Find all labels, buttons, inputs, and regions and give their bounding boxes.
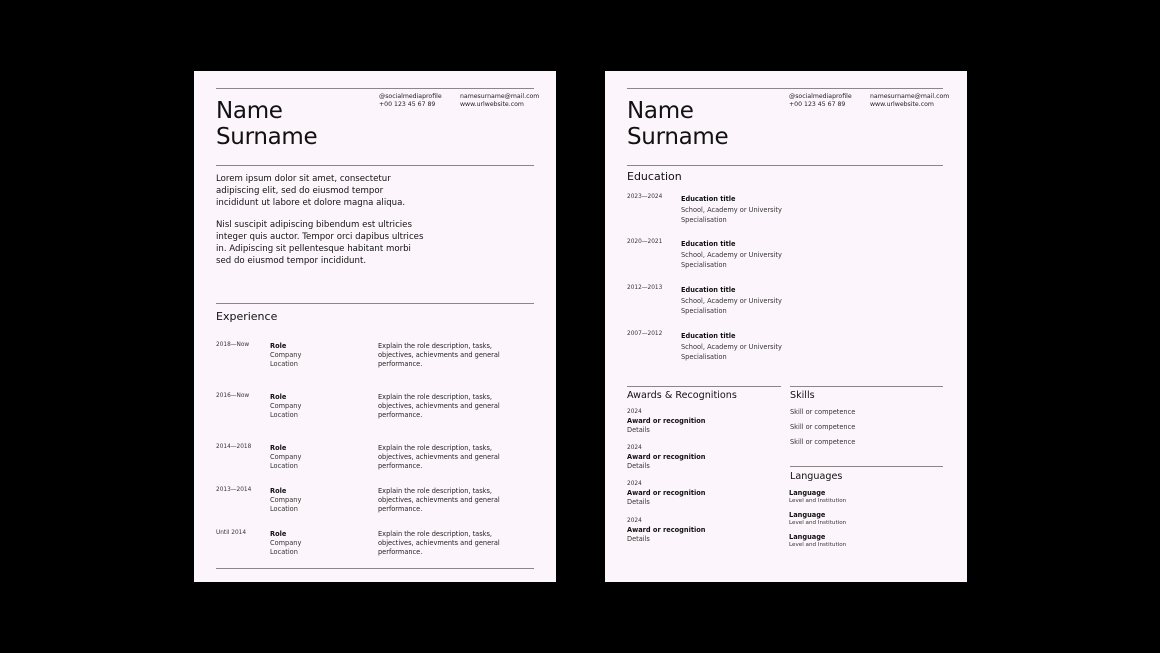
language-level: Level and Institution <box>789 520 847 526</box>
summary-paragraph: Nisl suscipit adipiscing bibendum est ultricies integer quis auctor. Tempor orci dapibus ultrices in. Adipiscing sit pellentesque habitant morbi sed do eiusmod tempor incididunt. <box>216 220 424 266</box>
education-title: Education <box>627 170 682 183</box>
email-address: namesurname@mail.com <box>460 93 540 100</box>
language-name: Language <box>789 533 826 541</box>
company: Company <box>270 539 302 547</box>
award-title: Award or recognition <box>627 417 706 425</box>
school: School, Academy or University <box>681 296 782 305</box>
language-item <box>789 489 846 505</box>
social-handle: @socialmediaprofile <box>789 93 852 100</box>
school: School, Academy or University <box>681 342 782 351</box>
top-rule <box>216 88 534 89</box>
resume-page-1 <box>194 71 556 582</box>
skills-title: Skills <box>790 390 815 401</box>
education-title-text: Education title <box>681 195 736 203</box>
education-details <box>681 285 782 317</box>
school: School, Academy or University <box>681 250 782 259</box>
education-details <box>681 331 782 363</box>
specialisation: Specialisation <box>681 261 727 269</box>
top-rule <box>627 88 943 89</box>
award-item <box>627 408 705 435</box>
experience-role-block <box>270 530 301 557</box>
role: Role <box>270 444 287 452</box>
contact-web <box>460 93 539 109</box>
location: Location <box>270 505 298 513</box>
experience-role-block <box>270 444 301 471</box>
languages-title: Languages <box>790 471 843 482</box>
education-title-text: Education title <box>681 286 736 294</box>
experience-description: Explain the role description, tasks, objectives, achievments and general performance. <box>378 393 500 419</box>
award-title: Award or recognition <box>627 489 706 497</box>
award-title: Award or recognition <box>627 526 706 534</box>
education-title-text: Education title <box>681 332 736 340</box>
first-name: Name <box>627 98 694 124</box>
surname: Surname <box>216 124 318 150</box>
location: Location <box>270 411 298 419</box>
language-item <box>789 533 846 549</box>
award-item <box>627 444 705 471</box>
role: Role <box>270 530 287 538</box>
header-rule <box>216 165 534 166</box>
location: Location <box>270 548 298 556</box>
experience-description: Explain the role description, tasks, objectives, achievments and general performance. <box>378 530 500 556</box>
experience-period: 2013—2014 <box>216 487 252 493</box>
education-period: 2007—2012 <box>627 331 663 337</box>
specialisation: Specialisation <box>681 307 727 315</box>
award-year: 2024 <box>627 445 642 451</box>
education-period: 2020—2021 <box>627 239 663 245</box>
languages-rule <box>790 466 943 467</box>
full-name <box>216 98 317 150</box>
experience-role-block <box>270 487 301 514</box>
contact-social <box>379 93 442 109</box>
education-details <box>681 239 782 271</box>
awards-title: Awards & Recognitions <box>627 390 737 401</box>
experience-period: 2018—Now <box>216 342 250 348</box>
language-item <box>789 511 846 527</box>
skill-item: Skill or competence <box>790 408 856 416</box>
resume-page-2 <box>605 71 967 582</box>
specialisation: Specialisation <box>681 216 727 224</box>
experience-title: Experience <box>216 310 278 323</box>
email-address: namesurname@mail.com <box>870 93 950 100</box>
experience-description: Explain the role description, tasks, objectives, achievments and general performance. <box>378 342 500 368</box>
school: School, Academy or University <box>681 205 782 214</box>
section-rule <box>216 303 534 304</box>
skills-rule <box>790 386 943 387</box>
experience-period: Until 2014 <box>216 530 247 536</box>
surname: Surname <box>627 124 729 150</box>
company: Company <box>270 402 302 410</box>
language-name: Language <box>789 489 826 497</box>
company: Company <box>270 496 302 504</box>
bottom-rule <box>216 568 534 569</box>
experience-period: 2014—2018 <box>216 444 252 450</box>
award-year: 2024 <box>627 518 642 524</box>
award-details: Details <box>627 462 650 470</box>
company: Company <box>270 453 302 461</box>
role: Role <box>270 487 287 495</box>
award-year: 2024 <box>627 409 642 415</box>
first-name: Name <box>216 98 283 124</box>
language-level: Level and Institution <box>789 498 847 504</box>
language-level: Level and Institution <box>789 542 847 548</box>
role: Role <box>270 393 287 401</box>
education-details <box>681 194 782 226</box>
experience-description: Explain the role description, tasks, objectives, achievments and general performance. <box>378 487 500 513</box>
specialisation: Specialisation <box>681 353 727 361</box>
contact-web <box>870 93 949 109</box>
website-url: www.urlwebsite.com <box>870 101 934 108</box>
skill-item: Skill or competence <box>790 438 856 446</box>
experience-period: 2016—Now <box>216 393 250 399</box>
contact-social <box>789 93 852 109</box>
education-period: 2012—2013 <box>627 285 663 291</box>
award-details: Details <box>627 426 650 434</box>
experience-role-block <box>270 393 301 420</box>
location: Location <box>270 360 298 368</box>
language-name: Language <box>789 511 826 519</box>
skill-item: Skill or competence <box>790 423 856 431</box>
education-title-text: Education title <box>681 240 736 248</box>
company: Company <box>270 351 302 359</box>
summary <box>216 173 426 277</box>
phone-number: +00 123 45 67 89 <box>789 101 846 108</box>
award-details: Details <box>627 498 650 506</box>
awards-rule <box>627 386 781 387</box>
education-period: 2023—2024 <box>627 194 663 200</box>
header-rule <box>627 165 943 166</box>
experience-description: Explain the role description, tasks, objectives, achievments and general performance. <box>378 444 500 470</box>
social-handle: @socialmediaprofile <box>379 93 442 100</box>
award-title: Award or recognition <box>627 453 706 461</box>
website-url: www.urlwebsite.com <box>460 101 524 108</box>
full-name <box>627 98 728 150</box>
summary-paragraph: Lorem ipsum dolor sit amet, consectetur adipiscing elit, sed do eiusmod tempor incididunt ut labore et dolore magna aliqua. <box>216 174 406 208</box>
location: Location <box>270 462 298 470</box>
role: Role <box>270 342 287 350</box>
award-item <box>627 480 705 507</box>
award-item <box>627 517 705 544</box>
phone-number: +00 123 45 67 89 <box>379 101 436 108</box>
award-year: 2024 <box>627 481 642 487</box>
experience-role-block <box>270 342 301 369</box>
award-details: Details <box>627 535 650 543</box>
